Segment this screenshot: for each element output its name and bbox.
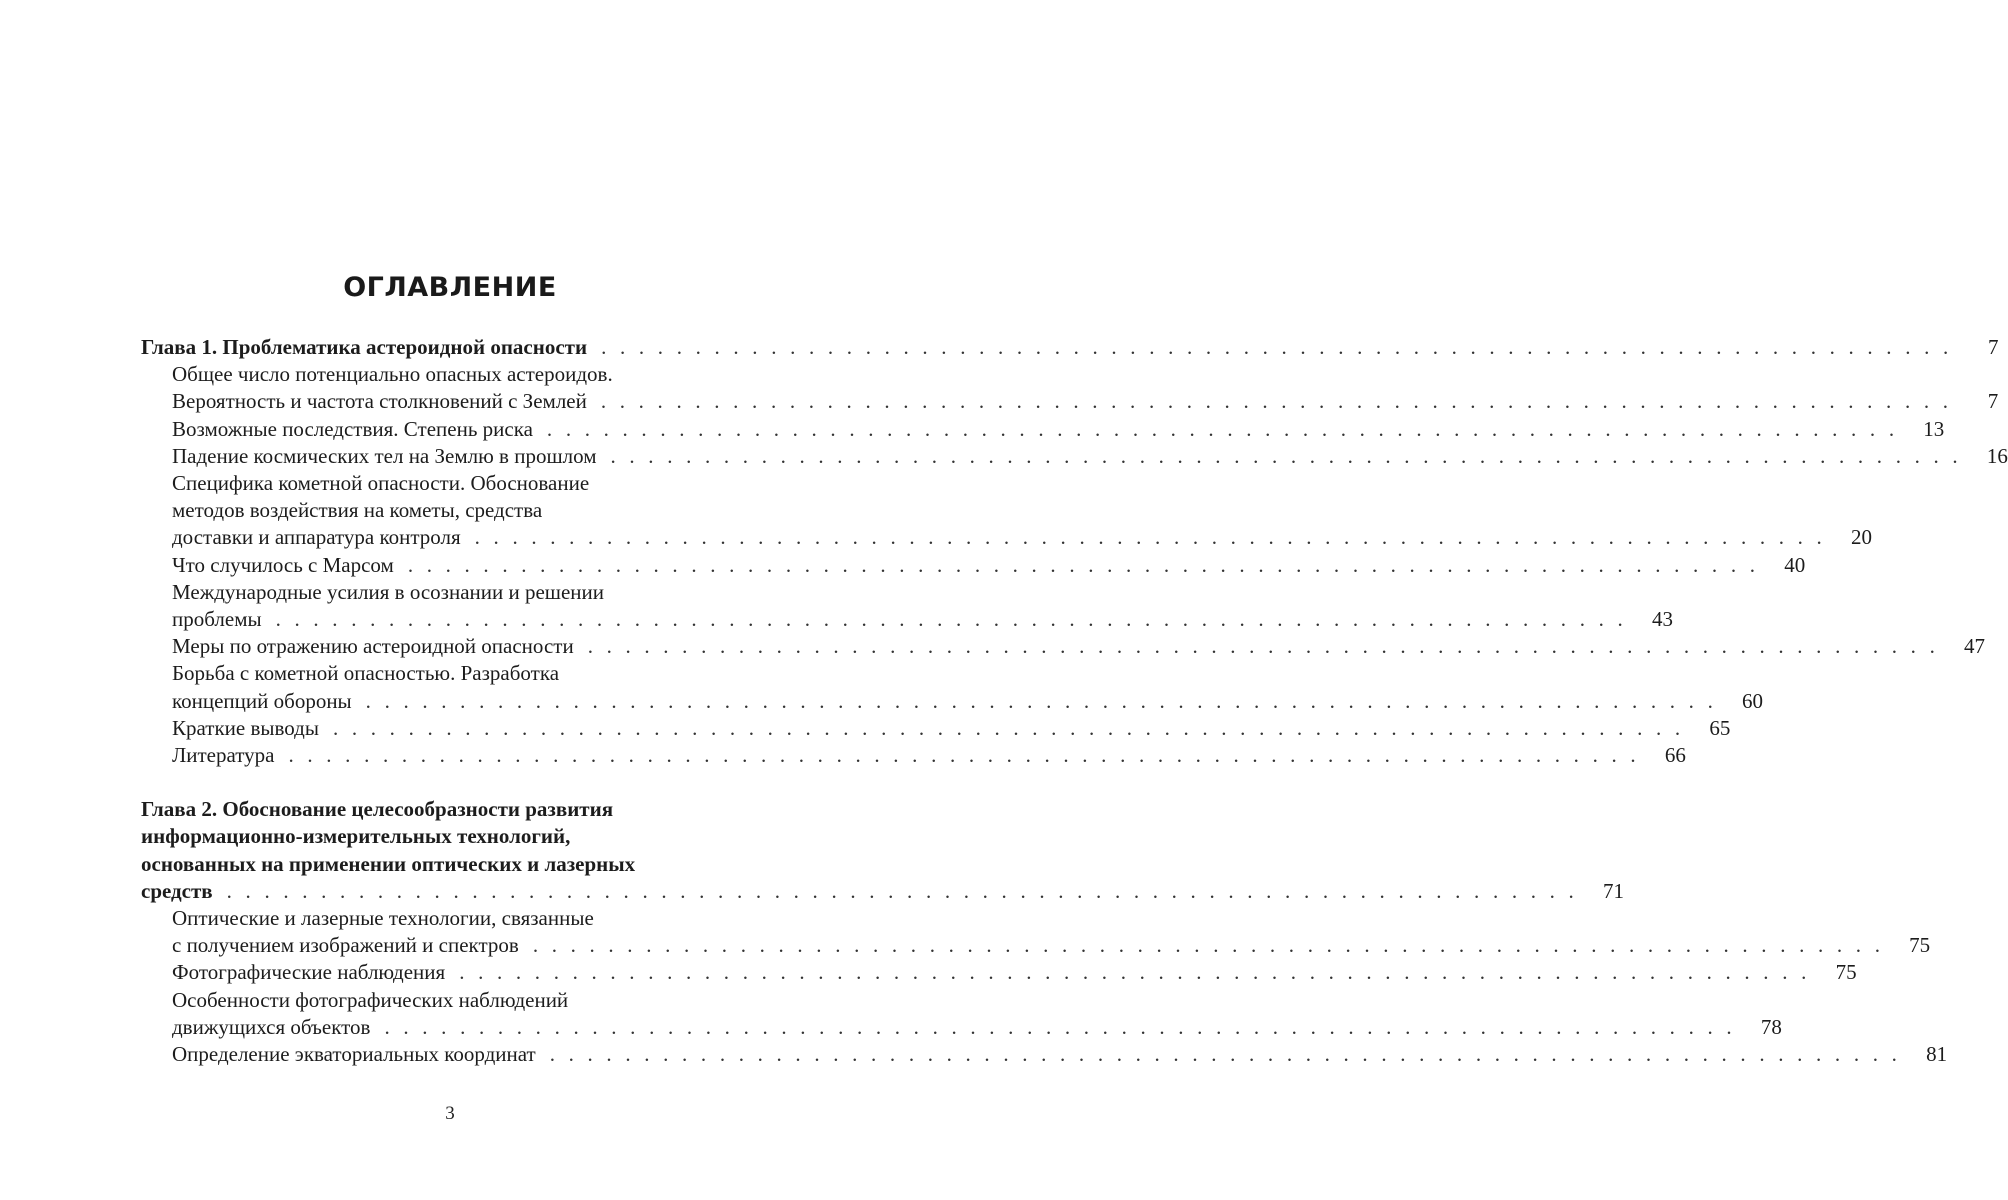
toc-entry-text: Падение космических тел на Землю в прошлом	[172, 443, 597, 468]
table-of-contents	[141, 334, 2008, 1068]
dot-leader: . . . . . . . . . . . . . . . . . . . . . . . . . . . . . . . . . . . . . . . . . . . . . . . . . . . . . . . . . . . . . . . . . . . . . . . .	[365, 688, 1718, 713]
toc-page-number: 60	[1742, 688, 1764, 713]
dot-leader: . . . . . . . . . . . . . . . . . . . . . . . . . . . . . . . . . . . . . . . . . . . . . . . . . . . . . . . . . . . . . . . . . . . . . . . .	[332, 715, 1685, 740]
toc-page-number: 75	[1835, 960, 1857, 985]
toc-entry-line	[172, 715, 1731, 742]
toc-entry-text: Фотографические наблюдения	[172, 960, 446, 985]
dot-leader: . . . . . . . . . . . . . . . . . . . . . . . . . . . . . . . . . . . . . . . . . . . . . . . . . . . . . . . . . . . . . . . . . . . . . . . .	[384, 1014, 1736, 1039]
toc-entry-text: Возможные последствия. Степень риска	[172, 416, 533, 441]
toc-page-number: 7	[1987, 389, 1999, 414]
toc-section-entry	[141, 660, 1764, 714]
toc-section-entry	[141, 633, 1986, 660]
toc-entry-line	[172, 497, 765, 524]
toc-entry-text: Литература	[172, 743, 275, 768]
dot-leader: . . . . . . . . . . . . . . . . . . . . . . . . . . . . . . . . . . . . . . . . . . . . . . . . . . . . . . . . . . . . . . . . . . . . . . . .	[601, 335, 1953, 359]
toc-entry-line	[172, 742, 1686, 769]
toc-entry-line	[141, 823, 765, 850]
toc-section-entry	[141, 959, 1857, 986]
toc-entry-text: Международные усилия в осознании и решении	[172, 579, 604, 604]
toc-entry-text: Определение экваториальных координат	[172, 1042, 536, 1067]
toc-entry-line	[172, 932, 1931, 959]
toc-chapter-entry	[141, 796, 1625, 905]
toc-entry-text: Оптические и лазерные технологии, связанные	[172, 906, 594, 931]
toc-page-number: 20	[1851, 525, 1872, 550]
toc-entry-line	[172, 361, 765, 388]
toc-entry-line	[172, 524, 1872, 551]
toc-section-entry	[141, 905, 1931, 959]
toc-section-entry	[141, 552, 1806, 579]
page-number: 3	[445, 1103, 455, 1124]
toc-entry-line	[172, 579, 765, 606]
toc-entry-line	[141, 796, 765, 823]
toc-entry-text: Общее число потенциально опасных астероидов.	[172, 362, 613, 387]
dot-leader: . . . . . . . . . . . . . . . . . . . . . . . . . . . . . . . . . . . . . . . . . . . . . . . . . . . . . . . . . . . . . . . . . . . . . . . .	[275, 607, 1627, 632]
toc-page-number: 66	[1664, 743, 1686, 768]
dot-leader: . . . . . . . . . . . . . . . . . . . . . . . . . . . . . . . . . . . . . . . . . . . . . . . . . . . . . . . . . . . . . . . . . . . . . . . .	[459, 960, 1811, 985]
toc-entry-line	[172, 470, 765, 497]
toc-page-number: 7	[1987, 335, 1999, 359]
toc-entry-line	[172, 1041, 1948, 1068]
toc-entry-text: Краткие выводы	[172, 715, 319, 740]
toc-section-entry	[141, 1041, 1948, 1068]
toc-entry-line	[172, 987, 765, 1014]
toc-entry-line	[172, 388, 1999, 415]
toc-entry-text: методов воздействия на кометы, средства	[172, 498, 543, 523]
toc-page-number: 43	[1651, 607, 1673, 632]
toc-page-number: 71	[1603, 878, 1625, 903]
toc-entry-text: Глава 2. Обоснование целесообразности развития	[141, 797, 614, 822]
toc-entry-text: Что случилось с Марсом	[172, 552, 394, 577]
dot-leader: . . . . . . . . . . . . . . . . . . . . . . . . . . . . . . . . . . . . . . . . . . . . . . . . . . . . . . . . . . . . . . . . . . . . . . . .	[474, 525, 1826, 550]
toc-chapter-entry	[141, 334, 1999, 361]
toc-entry-text: Особенности фотографических наблюдений	[172, 987, 569, 1012]
toc-page-number: 75	[1909, 933, 1931, 958]
toc-page-number: 40	[1784, 552, 1806, 577]
toc-entry-line	[172, 416, 1945, 443]
toc-entry-text: Вероятность и частота столкновений с Землей	[172, 389, 587, 414]
toc-entry-line	[172, 905, 765, 932]
dot-leader: . . . . . . . . . . . . . . . . . . . . . . . . . . . . . . . . . . . . . . . . . . . . . . . . . . . . . . . . . . . . . . . . . . . . . . . .	[610, 443, 1962, 468]
toc-entry-text: основанных на применении оптических и лазерных	[141, 851, 636, 876]
toc-entry-text: с получением изображений и спектров	[172, 933, 519, 958]
toc-page-number: 65	[1709, 715, 1731, 740]
dot-leader: . . . . . . . . . . . . . . . . . . . . . . . . . . . . . . . . . . . . . . . . . . . . . . . . . . . . . . . . . . . . . . . . . . . . . . . .	[407, 552, 1760, 577]
dot-leader: . . . . . . . . . . . . . . . . . . . . . . . . . . . . . . . . . . . . . . . . . . . . . . . . . . . . . . . . . . . . . . . . . . . . . . . .	[546, 416, 1899, 441]
toc-page-number: 81	[1926, 1042, 1948, 1067]
toc-entry-line	[172, 443, 2008, 470]
toc-entry-line	[172, 688, 1764, 715]
toc-entry-line	[172, 633, 1986, 660]
toc-section-entry	[141, 416, 1945, 443]
toc-section-entry	[141, 742, 1686, 769]
toc-section-entry	[141, 443, 2008, 470]
toc-entry-text: проблемы	[172, 607, 262, 632]
toc-entry-line	[141, 851, 765, 878]
dot-leader: . . . . . . . . . . . . . . . . . . . . . . . . . . . . . . . . . . . . . . . . . . . . . . . . . . . . . . . . . . . . . . . . . . . . . . . .	[532, 933, 1885, 958]
toc-entry-line	[141, 334, 1999, 361]
toc-page-number: 13	[1923, 416, 1945, 441]
toc-section-entry	[141, 987, 1782, 1041]
toc-page-number: 78	[1760, 1014, 1782, 1039]
toc-entry-line	[172, 1014, 1782, 1041]
toc-entry-text: движущихся объектов	[172, 1014, 371, 1039]
toc-page-number: 16	[1986, 443, 2008, 468]
toc-title: ОГЛАВЛЕНИЕ	[343, 272, 557, 303]
toc-entry-line	[172, 959, 1857, 986]
toc-section-entry	[141, 715, 1731, 742]
toc-entry-text: Меры по отражению астероидной опасности	[172, 634, 574, 659]
toc-entry-line	[141, 878, 1625, 905]
dot-leader: . . . . . . . . . . . . . . . . . . . . . . . . . . . . . . . . . . . . . . . . . . . . . . . . . . . . . . . . . . . . . . . . . . . . . . . .	[587, 634, 1940, 659]
toc-entry-line	[172, 660, 765, 687]
dot-leader: . . . . . . . . . . . . . . . . . . . . . . . . . . . . . . . . . . . . . . . . . . . . . . . . . . . . . . . . . . . . . . . . . . . . . . . .	[549, 1042, 1902, 1067]
toc-section-entry	[141, 361, 1999, 415]
dot-leader: . . . . . . . . . . . . . . . . . . . . . . . . . . . . . . . . . . . . . . . . . . . . . . . . . . . . . . . . . . . . . . . . . . . . . . . .	[288, 743, 1640, 768]
toc-section-entry	[141, 470, 1872, 552]
toc-entry-text: информационно-измерительных технологий,	[141, 824, 571, 849]
dot-leader: . . . . . . . . . . . . . . . . . . . . . . . . . . . . . . . . . . . . . . . . . . . . . . . . . . . . . . . . . . . . . . . . . . . . . . . .	[226, 878, 1579, 903]
toc-entry-line	[172, 552, 1806, 579]
toc-entry-text: Глава 1. Проблематика астероидной опасности	[141, 335, 588, 359]
toc-entry-text: концепций обороны	[172, 688, 352, 713]
toc-entry-text: Борьба с кометной опасностью. Разработка	[172, 661, 560, 686]
toc-section-entry	[141, 579, 1673, 633]
toc-entry-text: доставки и аппаратура контроля	[172, 525, 461, 550]
dot-leader: . . . . . . . . . . . . . . . . . . . . . . . . . . . . . . . . . . . . . . . . . . . . . . . . . . . . . . . . . . . . . . . . . . . . . . . .	[600, 389, 1953, 414]
toc-entry-line	[172, 606, 1673, 633]
toc-entry-text: средств	[141, 878, 213, 903]
toc-page-number: 47	[1964, 634, 1986, 659]
toc-entry-text: Специфика кометной опасности. Обоснование	[172, 471, 590, 496]
